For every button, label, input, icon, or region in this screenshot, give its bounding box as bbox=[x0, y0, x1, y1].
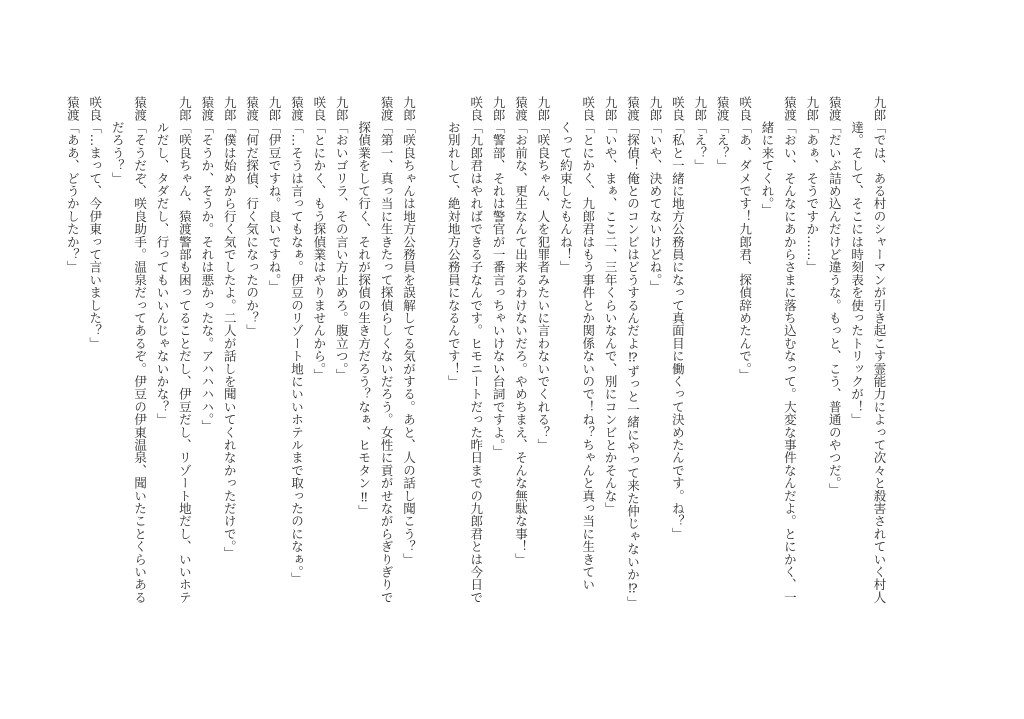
dialogue-text: 「お前な、更生なんて出来るわけないだろ。やめちまえ、そんな無駄な事！」 bbox=[513, 121, 529, 566]
speaker-name: 咲良 bbox=[737, 96, 753, 122]
speaker-name: 九郎 bbox=[401, 96, 417, 122]
speaker-name: 咲良 bbox=[87, 96, 103, 122]
speaker-name: 猿渡 bbox=[199, 96, 215, 122]
dialogue-continuation bbox=[845, 96, 867, 656]
speaker-name: 九郎 bbox=[647, 96, 663, 122]
dialogue-text: 「咲良ちゃん、人を犯罪者みたいに言わないでくれる？」 bbox=[535, 121, 551, 452]
speaker-name: 猿渡 bbox=[782, 96, 798, 122]
dialogue-text: 「私と一緒に地方公務員になって真面目に働くって決めたんです。ね？」 bbox=[670, 121, 686, 541]
dialogue-line bbox=[397, 96, 419, 656]
speaker-name: 猿渡 bbox=[65, 96, 81, 122]
speaker-name bbox=[845, 96, 867, 121]
dialogue-text: 「探偵！俺とのコンビはどうするんだよ⁉ずっと一緒にやって来た仲じゃないか⁉」 bbox=[625, 121, 641, 610]
dialogue-line bbox=[61, 96, 83, 656]
dialogue-continuation bbox=[554, 96, 576, 656]
speaker-name: 九郎 bbox=[177, 96, 193, 122]
vertical-script-text bbox=[61, 96, 890, 656]
dialogue-text: 「とにかく、九郎君はもう事件とか関係ないので！ね？ちゃんと真っ当に生きてい bbox=[580, 121, 596, 592]
dialogue-text: 「いや、決めてないけどね。」 bbox=[647, 121, 663, 293]
dialogue-continuation bbox=[106, 96, 128, 656]
dialogue-text: 「そうだぞ、咲良助手。温泉だってあるぞ。伊豆の伊東温泉、聞いたことくらいある bbox=[132, 121, 148, 605]
speaker-name: 猿渡 bbox=[379, 96, 395, 122]
speaker-name: 猿渡 bbox=[513, 96, 529, 122]
dialogue-line bbox=[330, 96, 352, 656]
speaker-name: 九郎 bbox=[603, 96, 619, 122]
dialogue-text: 「咲良ちゃん、猿渡警部も困ってることだし、伊豆だし、リゾート地だし、いいホテ bbox=[177, 121, 193, 605]
dialogue-text: 緒に来てくれ。」 bbox=[759, 121, 775, 217]
dialogue-text: 「だいぶ詰め込んだけど違うな。もっと、こう、普通のやつだ。」 bbox=[827, 121, 843, 497]
dialogue-line bbox=[599, 96, 621, 656]
dialogue-line bbox=[240, 96, 262, 656]
dialogue-text: 「第一、真っ当に生きたって探偵らしくないだろう。女性に貢がせながらぎりぎりで bbox=[379, 121, 395, 605]
dialogue-line bbox=[778, 96, 800, 656]
dialogue-text: 「伊豆ですね。良いですね。」 bbox=[267, 121, 283, 293]
speaker-name: 九郎 bbox=[267, 96, 283, 122]
dialogue-line bbox=[621, 96, 643, 656]
dialogue-line bbox=[128, 96, 150, 656]
speaker-name: 九郎 bbox=[535, 96, 551, 122]
dialogue-text: 「いや、まぁ、ここ二、三年くらいなんで、別にコンビとかそんな」 bbox=[603, 121, 619, 516]
dialogue-text: くって約束したもんね！」 bbox=[558, 121, 574, 274]
dialogue-text: 「…そうは言ってもなぁ。伊豆のリゾート地にいいホテルまで取ったのになぁ。」 bbox=[289, 121, 305, 586]
speaker-name: 九郎 bbox=[334, 96, 350, 122]
dialogue-line bbox=[307, 96, 329, 656]
dialogue-text: ルだし、タダだし、行ってもいいんじゃないかな？」 bbox=[155, 121, 170, 427]
dialogue-text: 「おい、そんなにあからさまに落ち込むなって。大変な事件なんだよ。とにかく、一 bbox=[782, 121, 798, 605]
dialogue-text: 探偵業をして行く、それが探偵の生き方だろう？なぁ、ヒモタン‼」 bbox=[356, 121, 372, 518]
dialogue-line bbox=[711, 96, 733, 656]
speaker-name bbox=[442, 96, 464, 121]
dialogue-line bbox=[375, 96, 397, 656]
dialogue-text: 「え？」 bbox=[692, 121, 708, 173]
speaker-name bbox=[106, 96, 128, 121]
dialogue-continuation bbox=[352, 96, 374, 656]
dialogue-continuation bbox=[756, 96, 778, 656]
dialogue-text: だろう？」 bbox=[110, 121, 126, 185]
speaker-name: 九郎 bbox=[491, 96, 507, 122]
dialogue-line bbox=[218, 96, 240, 656]
dialogue-line bbox=[285, 96, 307, 656]
dialogue-line bbox=[733, 96, 755, 656]
speaker-name: 九郎 bbox=[222, 96, 238, 122]
speaker-name bbox=[554, 96, 576, 121]
dialogue-text: 「僕は始めから行く気でしたよ。二人が話しを聞いてくれなかっただけで。」 bbox=[222, 121, 238, 560]
dialogue-line bbox=[644, 96, 666, 656]
dialogue-continuation bbox=[151, 96, 173, 656]
speaker-name: 九郎 bbox=[872, 96, 887, 122]
dialogue-text: 「とにかく、もう探偵業はやりませんから。」 bbox=[311, 121, 327, 382]
speaker-name: 九郎 bbox=[692, 96, 708, 122]
dialogue-line bbox=[576, 96, 598, 656]
dialogue-line bbox=[464, 96, 486, 656]
blank-line bbox=[419, 96, 441, 656]
dialogue-line bbox=[823, 96, 845, 656]
dialogue-line bbox=[195, 96, 217, 656]
dialogue-text: 「あぁ、そうですか……」 bbox=[804, 121, 820, 274]
speaker-name: 咲良 bbox=[311, 96, 327, 122]
speaker-name: 咲良 bbox=[580, 96, 596, 122]
speaker-name: 猿渡 bbox=[244, 96, 260, 122]
dialogue-line bbox=[532, 96, 554, 656]
dialogue-text: 「咲良ちゃんは地方公務員を誤解してる気がする。あと、人の話し聞こう？」 bbox=[401, 121, 417, 566]
dialogue-text: お別れして、絶対地方公務員になるんです！」 bbox=[446, 121, 462, 389]
dialogue-line bbox=[688, 96, 710, 656]
speaker-name: 猿渡 bbox=[132, 96, 148, 122]
speaker-name bbox=[151, 96, 173, 121]
dialogue-line bbox=[487, 96, 509, 656]
dialogue-line bbox=[263, 96, 285, 656]
speaker-name bbox=[352, 96, 374, 121]
dialogue-line bbox=[800, 96, 822, 656]
dialogue-text: 「ああ、どうかしたか？」 bbox=[65, 121, 81, 274]
dialogue-text: 「何だ探偵、行く気になったのか？」 bbox=[244, 121, 260, 338]
dialogue-text: 「警部、それは警官が一番言っちゃいけない台詞ですよ。」 bbox=[491, 121, 507, 459]
dialogue-text: 「…まって、今伊東って言いました？」 bbox=[87, 121, 103, 351]
dialogue-text: 「では、ある村のシャーマンが引き起こす霊能力によって次々と殺害されていく村人 bbox=[872, 121, 887, 605]
dialogue-line bbox=[868, 96, 890, 656]
dialogue-text: 「そうか、そうか。それは悪かったな。アハハハハ。」 bbox=[199, 121, 215, 433]
speaker-name: 咲良 bbox=[468, 96, 484, 122]
speaker-name: 猿渡 bbox=[289, 96, 305, 122]
dialogue-line bbox=[173, 96, 195, 656]
dialogue-line bbox=[666, 96, 688, 656]
dialogue-line bbox=[83, 96, 105, 656]
speaker-name: 猿渡 bbox=[827, 96, 843, 122]
dialogue-text: 「あ、ダメです！九郎君、探偵辞めたんで。」 bbox=[737, 121, 753, 382]
dialogue-text: 「え？」 bbox=[715, 121, 731, 173]
dialogue-text: 「おいゴリラ、その言い方止めろ。腹立つ。」 bbox=[334, 121, 350, 382]
dialogue-text: 「九郎君はやればできる子なんです。ヒモニートだった昨日までの九郎君とは今日で bbox=[468, 121, 484, 605]
dialogue-continuation bbox=[442, 96, 464, 656]
speaker-name: 咲良 bbox=[670, 96, 686, 122]
dialogue-line bbox=[509, 96, 531, 656]
speaker-name bbox=[756, 96, 778, 121]
speaker-name: 猿渡 bbox=[715, 96, 731, 122]
dialogue-text: 達。そして、そこには時刻表を使ったトリックが！」 bbox=[849, 121, 865, 427]
speaker-name: 九郎 bbox=[804, 96, 820, 122]
speaker-name: 猿渡 bbox=[625, 96, 641, 122]
